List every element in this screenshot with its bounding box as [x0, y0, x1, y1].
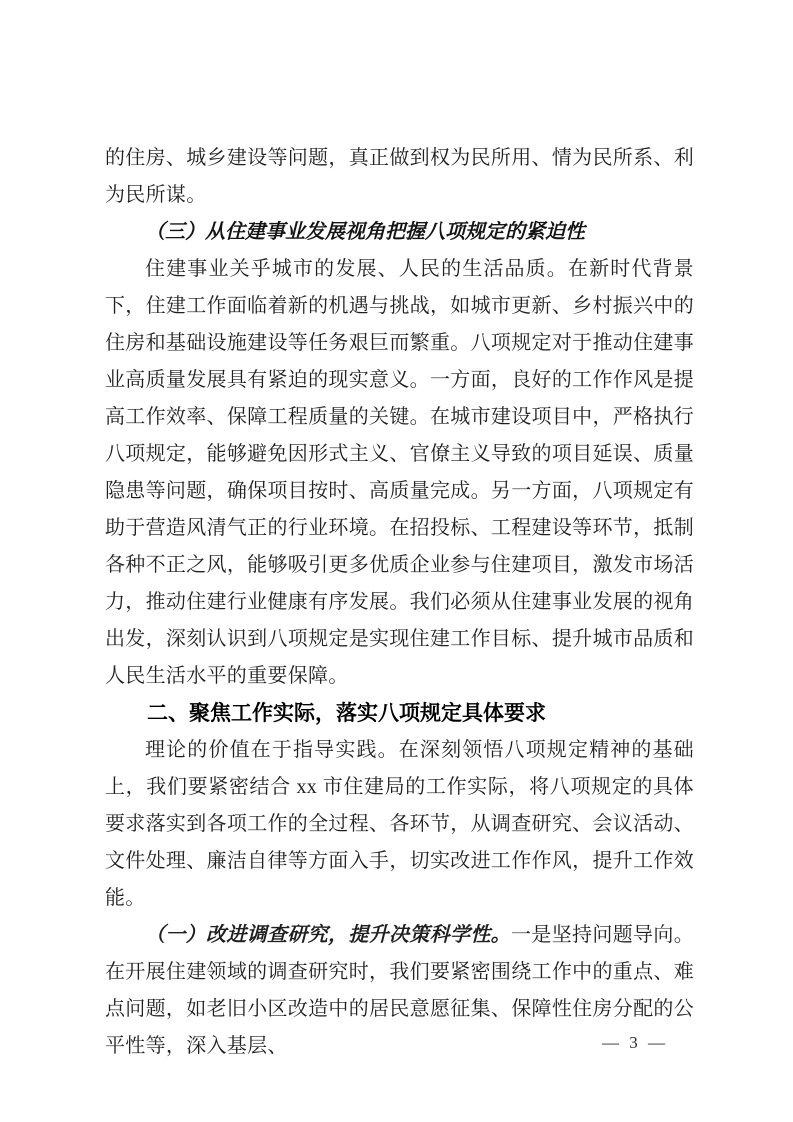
item-one-lead-heading: （一）改进调查研究，提升决策科学性。 — [145, 924, 512, 946]
section-heading-two: 二、聚焦工作实际，落实八项规定具体要求 — [147, 702, 546, 725]
page-number: — 3 — — [602, 1033, 668, 1052]
subsection-heading-three: （三）从住建事业发展视角把握八项规定的紧迫性 — [145, 221, 585, 243]
paragraph-continued-from-previous-page: 的住房、城乡建设等问题，真正做到权为民所用、情为民所系、利为民所谋。 — [105, 147, 694, 206]
paragraph-urgency: 住建事业关乎城市的发展、人民的生活品质。在新时代背景下，住建工作面临着新的机遇与挑战，如城市更新、乡村振兴中的住房和基础设施建设等任务艰巨而繁重。八项规定对于推动住建事业高质量发展具有紧迫的现实意义。一方面，良好的工作作风是提高工作效率、保障工程质量的关键。在城市建设项目中，严格执行八项规定，能够避免因形式主义、官僚主义导致的项目延误、质量隐患等问题，确保项目按时、高质量完成。另一方面，八项规定有助于营造风清气正的行业环境。在招投标、工程建设等环节，抵制各种不正之风，能够吸引更多优质企业参与住建项目，激发市场活力，推动住建行业健康有序发展。我们必须从住建事业发展的视角出发，深刻认识到八项规定是实现住建工作目标、提升城市品质和人民生活水平的重要保障。 — [105, 258, 694, 687]
document-text-area — [105, 140, 694, 1065]
item-one-body: 一是坚持问题导向。在开展住建领域的调查研究时，我们要紧密围绕工作中的重点、难点问题，如老旧小区改造中的居民意愿征集、保障性住房分配的公平性等，深入基层、 — [105, 924, 695, 1057]
paragraph-practice: 理论的价值在于指导实践。在深刻领悟八项规定精神的基础上，我们要紧密结合 xx 市住建局的工作实际，将八项规定的具体要求落实到各项工作的全过程、各环节，从调查研究、会议活动、文件处理、廉洁自律等方面入手，切实改进工作作风，提升工作效能。 — [105, 739, 694, 909]
